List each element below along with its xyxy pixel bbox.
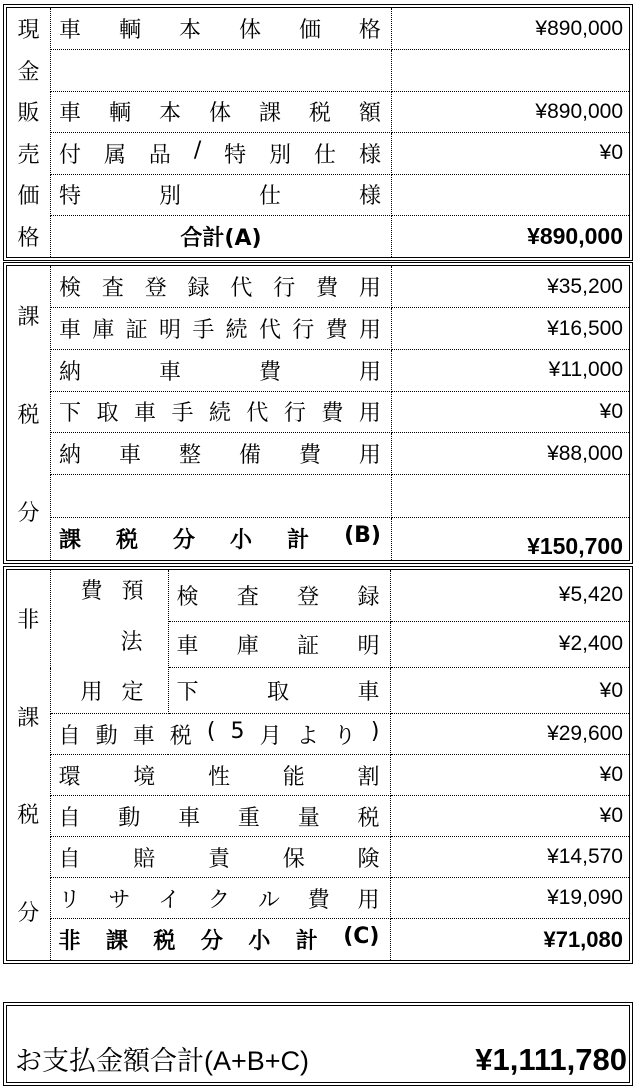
row-amount: ¥5,420 bbox=[390, 570, 629, 621]
label-char: 課 bbox=[105, 929, 128, 955]
label-char: ( bbox=[206, 718, 216, 744]
label-char: 用 bbox=[358, 318, 381, 344]
label-char: 非 bbox=[58, 929, 81, 955]
label-char: 税 bbox=[116, 528, 139, 554]
label-char: 代 bbox=[258, 318, 281, 344]
row-amount: ¥0 bbox=[392, 391, 630, 433]
grand-total-label: お支払金額合計(A+B+C) bbox=[15, 1046, 310, 1076]
row-label bbox=[168, 621, 390, 667]
label-char: 険 bbox=[357, 846, 380, 872]
subtotal-b-amount: ¥150,700 bbox=[527, 533, 623, 559]
label-char: (C) bbox=[343, 924, 380, 950]
label-char: 車 bbox=[59, 101, 82, 127]
row-label bbox=[50, 714, 390, 755]
label-char: 下 bbox=[176, 680, 199, 706]
grand-total-box bbox=[3, 1002, 633, 1086]
label-char: 代 bbox=[246, 401, 269, 427]
label-char: 能 bbox=[282, 764, 305, 790]
label-char: 取 bbox=[96, 401, 119, 427]
label-char: 別 bbox=[269, 142, 292, 168]
label-char: り bbox=[333, 723, 356, 749]
row-label bbox=[51, 475, 392, 518]
label-char: 預 bbox=[121, 579, 144, 604]
label-char: 賠 bbox=[133, 846, 156, 872]
label-char: ル bbox=[257, 887, 280, 913]
label-char: 動 bbox=[118, 805, 141, 831]
label-char: 本 bbox=[158, 101, 181, 127]
subtotal-c-amount: ¥71,080 bbox=[543, 926, 623, 952]
row-amount: ¥88,000 bbox=[392, 433, 630, 475]
label-char: 車 bbox=[357, 680, 380, 706]
row-amount: ¥16,500 bbox=[392, 308, 630, 350]
label-char: 納 bbox=[59, 359, 82, 385]
label-char: 重 bbox=[237, 805, 260, 831]
row-amount: ¥2,400 bbox=[390, 621, 629, 667]
label-char: 車 bbox=[59, 18, 82, 43]
label-char: 分 bbox=[200, 929, 223, 955]
row-amount bbox=[392, 475, 630, 518]
row-amount: ¥14,570 bbox=[390, 837, 629, 878]
label-char: リ bbox=[58, 887, 81, 913]
row-label bbox=[50, 755, 390, 796]
label-char: 明 bbox=[357, 633, 380, 659]
label-char: 用 bbox=[357, 887, 380, 913]
label-char: (B) bbox=[344, 523, 381, 549]
label-char: 行 bbox=[283, 401, 306, 427]
label-char: 税 bbox=[308, 101, 331, 127]
row-amount: ¥0 bbox=[392, 133, 630, 175]
label-char: 納 bbox=[59, 443, 82, 469]
side-char: 価 bbox=[17, 184, 40, 210]
subtotal-b-label bbox=[51, 517, 392, 560]
row-amount: ¥19,090 bbox=[390, 878, 629, 919]
row-label bbox=[51, 91, 392, 133]
row-label bbox=[50, 837, 390, 878]
row-label bbox=[51, 8, 392, 50]
label-char: 計 bbox=[287, 528, 310, 554]
label-char: 録 bbox=[357, 584, 380, 610]
label-char: 手 bbox=[192, 318, 215, 344]
label-char: 続 bbox=[225, 318, 248, 344]
label-char: 特 bbox=[59, 184, 82, 210]
label-char: 費 bbox=[258, 359, 281, 385]
label-char: 法 bbox=[120, 629, 143, 655]
label-char: サ bbox=[108, 887, 131, 913]
non-taxable-side-label bbox=[7, 570, 50, 960]
label-char: 整 bbox=[178, 443, 201, 469]
row-label bbox=[168, 570, 390, 621]
label-char: 様 bbox=[358, 184, 381, 210]
label-char: 責 bbox=[207, 846, 230, 872]
label-char: 費 bbox=[298, 443, 321, 469]
side-char: 非 bbox=[17, 608, 40, 634]
label-char: 価 bbox=[298, 18, 321, 43]
row-label bbox=[50, 878, 390, 919]
side-char: 格 bbox=[17, 225, 40, 251]
label-char: 保 bbox=[282, 846, 305, 872]
label-char: 課 bbox=[59, 528, 82, 554]
label-char: 性 bbox=[207, 764, 230, 790]
label-char: 行 bbox=[292, 318, 315, 344]
row-label bbox=[50, 796, 390, 837]
label-char: 品 bbox=[148, 142, 171, 168]
side-char: 分 bbox=[17, 900, 40, 926]
label-char: 査 bbox=[236, 584, 259, 610]
row-label bbox=[51, 50, 392, 92]
label-char: ) bbox=[370, 718, 380, 744]
label-char: 用 bbox=[358, 276, 381, 302]
non-taxable-section bbox=[3, 566, 633, 964]
label-char: 体 bbox=[208, 101, 231, 127]
label-char: 自 bbox=[58, 723, 81, 749]
taxable-side-label bbox=[7, 266, 51, 560]
label-char: 続 bbox=[208, 401, 231, 427]
row-amount: ¥0 bbox=[390, 796, 629, 837]
label-char: 環 bbox=[58, 764, 81, 790]
row-amount: ¥890,000 bbox=[392, 91, 630, 133]
label-char: 用 bbox=[358, 359, 381, 385]
cash-price-side-label bbox=[7, 8, 51, 257]
label-char: / bbox=[193, 137, 202, 163]
row-label bbox=[51, 308, 392, 350]
label-char: 登 bbox=[297, 584, 320, 610]
row-label bbox=[51, 266, 392, 308]
side-char: 金 bbox=[17, 59, 40, 85]
label-char: 税 bbox=[169, 723, 192, 749]
label-char: 費 bbox=[325, 318, 348, 344]
row-label bbox=[168, 668, 390, 714]
subtotal-c-label bbox=[50, 919, 390, 960]
subtotal-a-label: 合計(A) bbox=[51, 216, 392, 258]
label-char: 様 bbox=[358, 142, 381, 168]
label-char: 下 bbox=[59, 401, 82, 427]
label-char: 仕 bbox=[314, 142, 337, 168]
side-char: 税 bbox=[17, 402, 40, 428]
row-amount bbox=[392, 174, 630, 216]
label-char: よ bbox=[296, 723, 319, 749]
label-char: 本 bbox=[178, 18, 201, 43]
label-char: 車 bbox=[176, 633, 199, 659]
label-char: 車 bbox=[59, 318, 82, 344]
label-char: 分 bbox=[173, 528, 196, 554]
side-char: 売 bbox=[17, 142, 40, 168]
label-char: 取 bbox=[266, 680, 289, 706]
side-char: 税 bbox=[17, 803, 40, 829]
label-char: 割 bbox=[357, 764, 380, 790]
label-char: 別 bbox=[158, 184, 181, 210]
label-char: 費 bbox=[321, 401, 344, 427]
label-char: 検 bbox=[176, 584, 199, 610]
row-label bbox=[51, 349, 392, 391]
label-char: イ bbox=[158, 887, 181, 913]
label-char: 費 bbox=[316, 276, 339, 302]
label-char: 庫 bbox=[236, 633, 259, 659]
deposit-fee-group-label bbox=[50, 570, 168, 714]
label-char: 車 bbox=[133, 401, 156, 427]
row-amount: ¥0 bbox=[390, 755, 629, 796]
label-char: 境 bbox=[133, 764, 156, 790]
label-char: 庫 bbox=[92, 318, 115, 344]
label-char: 動 bbox=[95, 723, 118, 749]
taxable-section bbox=[3, 262, 633, 564]
row-amount: ¥11,000 bbox=[392, 349, 630, 391]
label-char: 仕 bbox=[258, 184, 281, 210]
row-label bbox=[51, 391, 392, 433]
subtotal-a-amount: ¥890,000 bbox=[527, 223, 623, 249]
label-char: 代 bbox=[230, 276, 253, 302]
label-char: 自 bbox=[58, 846, 81, 872]
row-label bbox=[51, 433, 392, 475]
label-char: 手 bbox=[171, 401, 194, 427]
row-amount: ¥35,200 bbox=[392, 266, 630, 308]
row-amount: ¥29,600 bbox=[390, 714, 629, 755]
side-char: 現 bbox=[17, 18, 40, 44]
label-char: 自 bbox=[58, 805, 81, 831]
label-char: ク bbox=[207, 887, 230, 913]
label-char: 体 bbox=[238, 18, 261, 43]
label-char: 額 bbox=[358, 101, 381, 127]
label-char: 車 bbox=[132, 723, 155, 749]
label-char: 用 bbox=[358, 401, 381, 427]
label-char: 車 bbox=[178, 805, 201, 831]
label-char: 輌 bbox=[118, 18, 141, 43]
row-amount bbox=[392, 50, 630, 92]
grand-total-amount: ¥1,111,780 bbox=[475, 1042, 627, 1077]
row-amount: ¥890,000 bbox=[392, 8, 630, 50]
label-char: 証 bbox=[297, 633, 320, 659]
row-amount: ¥0 bbox=[390, 668, 629, 714]
label-char: 用 bbox=[358, 443, 381, 469]
label-char: 定 bbox=[121, 680, 144, 705]
label-char: 登 bbox=[144, 276, 167, 302]
label-char: 付 bbox=[59, 142, 82, 168]
side-char: 課 bbox=[17, 304, 40, 330]
label-char: 課 bbox=[258, 101, 281, 127]
label-char: 格 bbox=[358, 18, 381, 43]
label-char: 車 bbox=[158, 359, 181, 385]
cash-price-section bbox=[3, 4, 633, 261]
label-char: 検 bbox=[59, 276, 82, 302]
label-char: 特 bbox=[224, 142, 247, 168]
label-char: 明 bbox=[158, 318, 181, 344]
label-char: 備 bbox=[238, 443, 261, 469]
label-char: 査 bbox=[101, 276, 124, 302]
label-char: 月 bbox=[259, 723, 282, 749]
label-char: 用 bbox=[80, 680, 103, 705]
label-char: 輌 bbox=[108, 101, 131, 127]
label-char: 費 bbox=[307, 887, 330, 913]
label-char: 計 bbox=[295, 929, 318, 955]
label-char: 録 bbox=[187, 276, 210, 302]
label-char: 行 bbox=[273, 276, 296, 302]
label-char: 費 bbox=[80, 579, 103, 604]
side-char: 課 bbox=[17, 705, 40, 731]
label-char: 税 bbox=[357, 805, 380, 831]
side-char: 分 bbox=[17, 500, 40, 526]
label-char: 税 bbox=[153, 929, 176, 955]
label-char: 属 bbox=[103, 142, 126, 168]
label-char: 5 bbox=[230, 718, 245, 744]
label-char: 量 bbox=[297, 805, 320, 831]
label-char: 証 bbox=[125, 318, 148, 344]
row-label bbox=[51, 174, 392, 216]
label-char: 小 bbox=[230, 528, 253, 554]
side-char: 販 bbox=[17, 101, 40, 127]
row-label bbox=[51, 133, 392, 175]
label-char: 小 bbox=[248, 929, 271, 955]
label-char: 車 bbox=[118, 443, 141, 469]
